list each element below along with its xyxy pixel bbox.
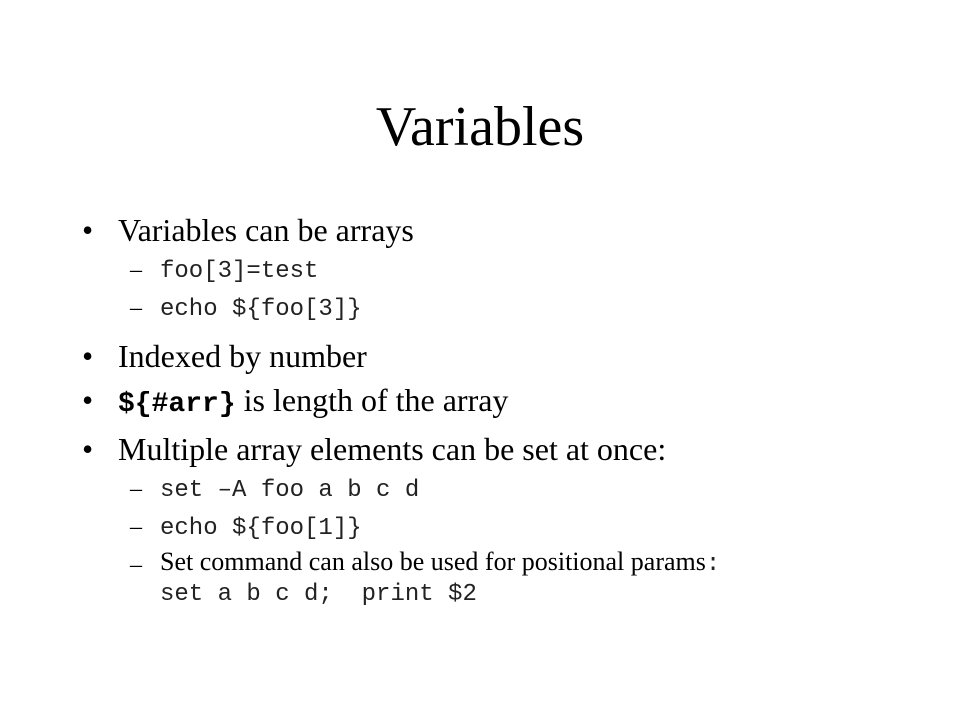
bullet-list [82, 208, 942, 616]
sub-item [82, 471, 942, 509]
colon-text: : [705, 551, 721, 578]
code-text: echo ${foo[3]} [160, 296, 362, 323]
dash-icon: – [130, 257, 142, 283]
sub-item [82, 509, 942, 547]
bullet-item [82, 378, 942, 427]
bullet-text: is length of the array [243, 382, 509, 418]
code-text: foo[3]=test [160, 258, 319, 285]
bullet-icon: • [82, 382, 94, 418]
slide-title: Variables [375, 96, 585, 158]
dash-icon: – [130, 295, 142, 321]
code-text: set a b c d; print $2 [160, 581, 477, 608]
dash-icon: – [130, 514, 142, 540]
sub-item [82, 547, 942, 610]
sub-list [82, 252, 942, 328]
sub-text: Set command can also be used for positional params [160, 547, 706, 576]
code-text: ${#arr} [118, 389, 236, 420]
bullet-icon: • [82, 212, 94, 248]
bullet-item [82, 334, 942, 378]
bullet-icon: • [82, 338, 94, 374]
code-text: set –A foo a b c d [160, 477, 420, 504]
dash-icon: – [130, 552, 142, 578]
bullet-item [82, 427, 942, 471]
sub-item [82, 252, 942, 290]
dash-icon: – [130, 476, 142, 502]
bullet-text: Multiple array elements can be set at once: [118, 431, 667, 467]
bullet-item [82, 208, 942, 252]
sub-list [82, 471, 942, 610]
bullet-text: Variables can be arrays [118, 212, 414, 248]
bullet-text: Indexed by number [118, 338, 367, 374]
sub-item [82, 290, 942, 328]
code-text: echo ${foo[1]} [160, 515, 362, 542]
bullet-icon: • [82, 431, 94, 467]
